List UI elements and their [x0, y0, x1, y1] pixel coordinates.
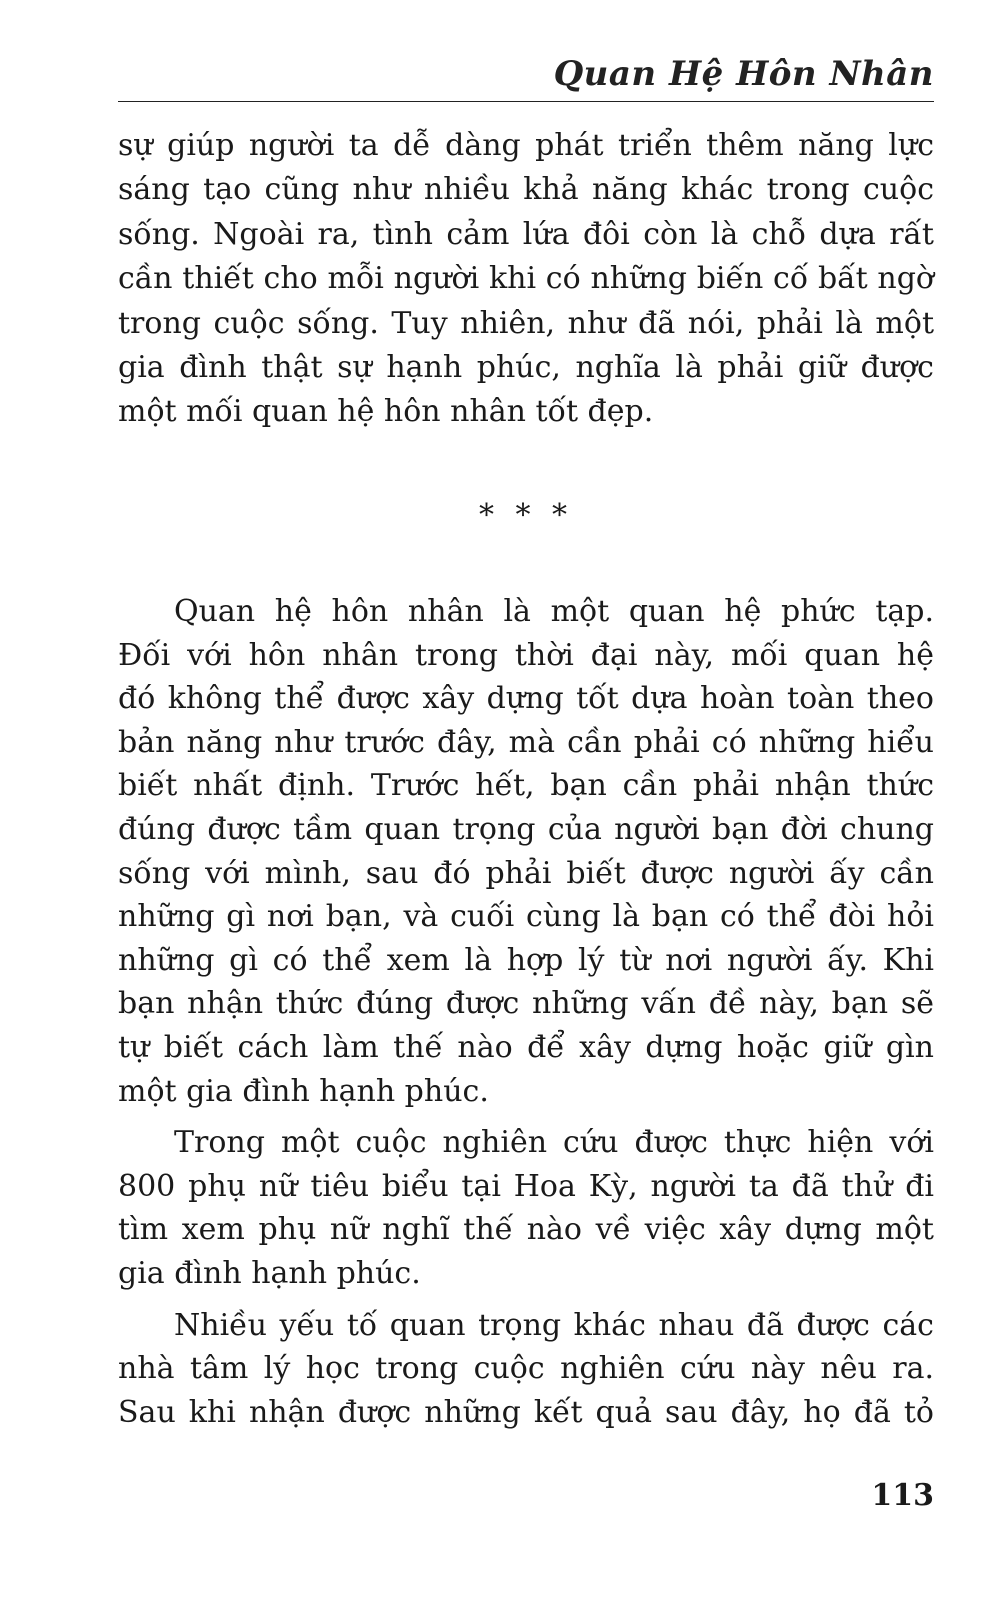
text-line: sự giúp người ta dễ dàng phát triển thêm năng lực [118, 128, 934, 163]
top-paragraph [118, 124, 934, 435]
text-line: bạn nhận thức đúng được những vấn đề này, bạn sẽ [118, 986, 934, 1022]
text-line: Trong một cuộc nghiên cứu được thực hiện với [174, 1125, 934, 1161]
text-line: nhà tâm lý học trong cuộc nghiên cứu này nêu ra. [118, 1351, 934, 1387]
text-line: những gì có thể xem là hợp lý từ nơi người ấy. Khi [118, 942, 934, 978]
paragraph [118, 590, 934, 1113]
text-line: bản năng như trước đây, mà cần phải có những hiểu [118, 724, 934, 760]
paragraph [118, 1121, 934, 1295]
text-line: sống với mình, sau đó phải biết được người ấy cần [118, 855, 934, 891]
text-line: sống. Ngoài ra, tình cảm lứa đôi còn là chỗ dựa rất [118, 216, 934, 252]
text-line: Sau khi nhận được những kết quả sau đây, họ đã tỏ [118, 1394, 934, 1430]
text-line: Quan hệ hôn nhân là một quan hệ phức tạp. [174, 594, 934, 629]
text-line: biết nhất định. Trước hết, bạn cần phải nhận thức [118, 768, 934, 804]
text-line: những gì nơi bạn, và cuối cùng là bạn có thể đòi hỏi [118, 899, 934, 935]
text-line: 800 phụ nữ tiêu biểu tại Hoa Kỳ, người ta đã thử đi [118, 1168, 934, 1204]
paragraph [118, 124, 934, 435]
section-separator: * * * [478, 498, 574, 533]
text-line: một mối quan hệ hôn nhân tốt đẹp. [118, 394, 654, 430]
header-rule [118, 101, 934, 102]
text-line: gia đình hạnh phúc. [118, 1255, 421, 1291]
text-line: một gia đình hạnh phúc. [118, 1073, 489, 1109]
text-line: tìm xem phụ nữ nghĩ thế nào về việc xây dựng một [118, 1212, 934, 1248]
page-number: 113 [871, 1478, 934, 1513]
paragraph [118, 1304, 934, 1435]
running-header-title: Quan Hệ Hôn Nhân [553, 54, 934, 94]
text-line: gia đình thật sự hạnh phúc, nghĩa là phải giữ được [118, 350, 934, 386]
text-line: đó không thể được xây dựng tốt dựa hoàn toàn theo [118, 681, 934, 717]
text-line: tự biết cách làm thế nào để xây dựng hoặc giữ gìn [118, 1029, 934, 1065]
text-line: đúng được tầm quan trọng của người bạn đời chung [118, 811, 934, 847]
text-line: Đối với hôn nhân trong thời đại này, mối quan hệ [118, 637, 934, 673]
text-line: sáng tạo cũng như nhiều khả năng khác trong cuộc [118, 172, 934, 208]
main-text [118, 590, 934, 1434]
text-line: cần thiết cho mỗi người khi có những biến cố bất ngờ [118, 261, 934, 297]
text-line: trong cuộc sống. Tuy nhiên, như đã nói, phải là một [118, 305, 934, 341]
text-line: Nhiều yếu tố quan trọng khác nhau đã được các [174, 1307, 934, 1343]
